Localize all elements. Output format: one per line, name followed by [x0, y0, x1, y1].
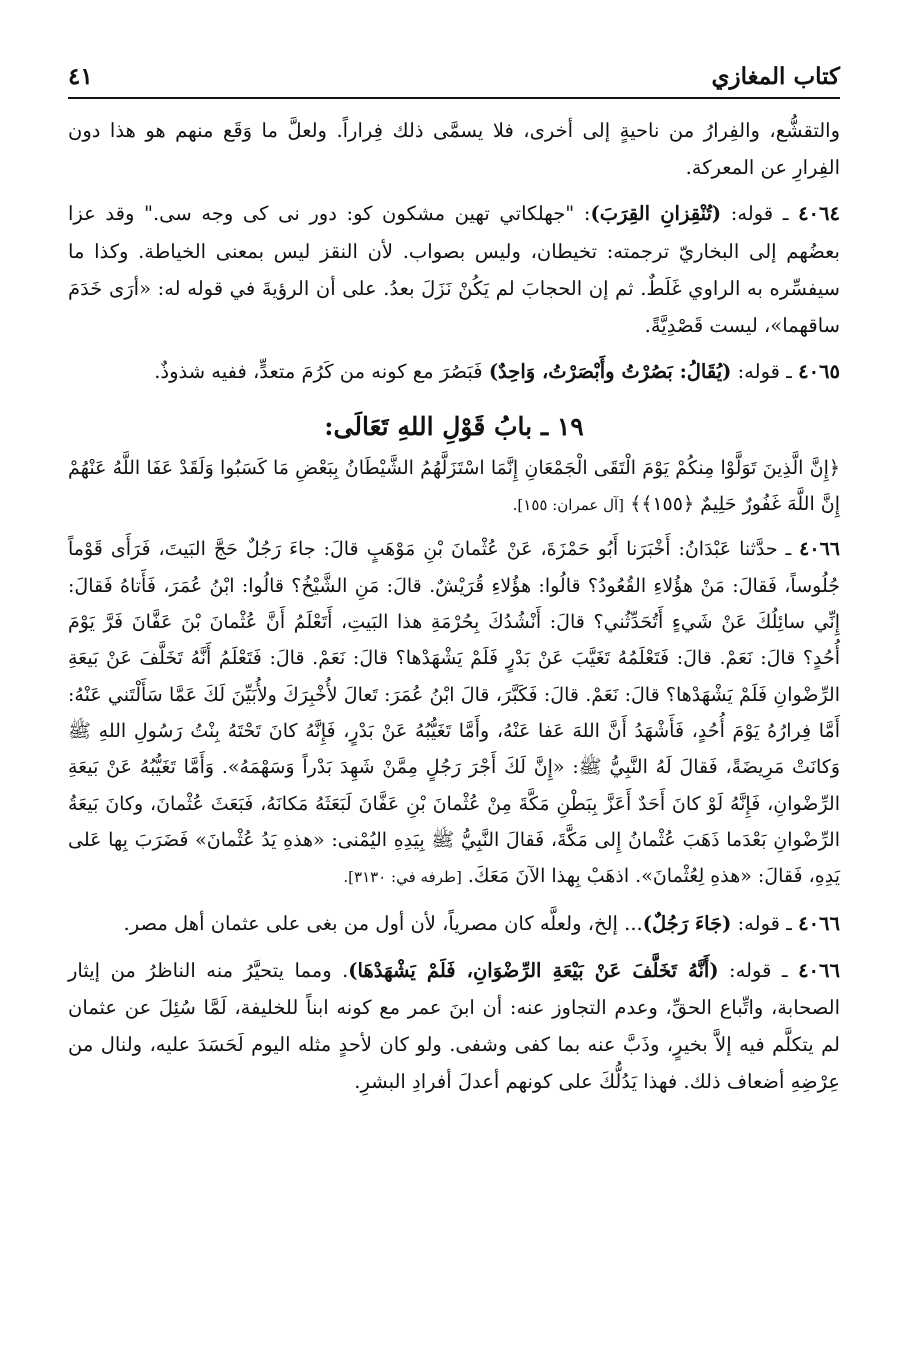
paragraph-text: . ومما يتحيَّرُ منه الناظرُ من إيثار الصحابة، واتِّباع الحقِّ، وعدم التجاوز عنه: أن ابنَ عمر مع كونه ابناً للخليفة، لَمَّا سُئِلَ عن عثمان لم يتكلَّم فيه إلاَّ بخيرٍ، وذَبَّ عنه بما كفى وشفى. ولو كان لأحدٍ مثله اليوم لَحَسَدَ عليه، ولنال من عِرْضِهِ أضعاف ذلك. فهذا يَدُلُّكَ على كونهم أعدلَ أفرادِ البشرِ. [68, 958, 840, 1094]
hadith-number: ٤٠٦٦ [799, 538, 840, 561]
commentary-paragraph [68, 905, 840, 942]
commentary-paragraph [68, 112, 840, 186]
hadith-number: ٤٠٦٦ [798, 912, 840, 936]
quoted-term: (تُنْقِزانِ القِرَبَ) [590, 202, 722, 226]
section-heading: ١٩ ـ بابُ قَوْلِ اللهِ تَعَالَى: [324, 412, 584, 442]
verse-text: ﴿إِنَّ الَّذِينَ تَوَلَّوْا مِنكُمْ يَوْمَ الْتَقَى الْجَمْعَانِ إِنَّمَا اسْتَزَلَّهُمُ الشَّيْطَانُ بِبَعْضِ مَا كَسَبُوا وَلَقَدْ عَفَا اللَّهُ عَنْهُمْ إِنَّ اللَّهَ غَفُورٌ حَلِيمٌ ﴿١٥٥﴾﴾ [68, 457, 840, 516]
hadith-body: ـ حدَّثنا عَبْدَانُ: أَخْبَرَنا أَبُو حَمْزَةَ، عَنْ عُثْمانَ بْنِ مَوْهَبٍ قالَ: جاءَ رَجُلٌ حَجَّ البَيتَ، فَرَأَى قَوْماً جُلُوساً، فَقالَ: مَنْ هؤُلاءِ القُعُودُ؟ قالُوا: هؤُلاءِ قُرَيْشٌ. قالَ: مَنِ الشَّيْخُ؟ قالُوا: ابْنُ عُمَرَ، فَأَتاهُ فَقالَ: إِنِّي سائِلُكَ عَنْ شَيءٍ أَتُحَدِّثُني؟ قالَ: أَنْشُدُكَ بِحُرْمَةِ هذا البَيتِ، أَتَعْلَمُ أَنَّ عُثْمانَ بْنَ عَفَّانَ فَرَّ يَوْمَ أُحُدٍ؟ قالَ: نَعَمْ. قالَ: فَتَعْلَمُهُ تَغَيَّبَ عَنْ بَدْرٍ فَلَمْ يَشْهَدْها؟ قالَ: نَعَمْ. قالَ: فَتَعْلَمُ أَنَّهُ تَخَلَّفَ عَنْ بَيعَةِ الرِّضْوانِ فَلَمْ يَشْهَدْها؟ قالَ: نَعَمْ. قالَ: فَكَبَّرَ، قالَ ابْنُ عُمَرَ: تَعالَ لأُخْبِرَكَ ولأُبَيِّنَ لَكَ عَمَّا سَأَلْتَني عَنْهُ: أَمَّا فِرارُهُ يَوْمَ أُحُدٍ، فَأَشْهَدُ أَنَّ اللهَ عَفا عَنْهُ، وأَمَّا تَغَيُّبُهُ عَنْ بَدْرٍ، فَإِنَّهُ كانَ تَحْتَهُ بِنْتُ رَسُولِ اللهِ ﷺ وَكانَتْ مَرِيضَةً، فَقالَ لَهُ النَّبِيُّ ﷺ: «إِنَّ لَكَ أَجْرَ رَجُلٍ مِمَّنْ شَهِدَ بَدْراً وَسَهْمَهُ». وَأَمَّا تَغَيُّبُهُ عَنْ بَيعَةِ الرِّضْوانِ، فَإِنَّهُ لَوْ كانَ أَحَدٌ أَعَزَّ بِبَطْنِ مَكَّةَ مِنْ عُثْمانَ بْنِ عَفَّانَ لَبَعَثَهُ مَكانَهُ، فَبَعَثَ عُثْمانَ، وكانَ بَيعَةُ الرِّضْوانِ بَعْدَما ذَهَبَ عُثْمانُ إِلى مَكَّةَ، فَقالَ النَّبِيُّ ﷺ بِيَدِهِ اليُمْنى: «هذهِ يَدُ عُثْمانَ» فَضَرَبَ بِها عَلى يَدِهِ، فَقالَ: «هذهِ لِعُثْمانَ». اذهَبْ بِهذا الآنَ مَعَكَ. [68, 538, 840, 888]
page-body [68, 112, 840, 1109]
quran-verse [68, 450, 840, 523]
hadith-text [68, 531, 840, 895]
quoted-term: (أَنَّهُ تَخَلَّفَ عَنْ بَيْعَةِ الرِّضْوَانِ، فَلَمْ يَشْهَدْهَا) [348, 958, 719, 982]
paragraph-lead: ـ قوله: [731, 912, 792, 936]
commentary-paragraph [68, 353, 840, 390]
book-title: كتاب المغازي [711, 62, 840, 90]
commentary-paragraph [68, 195, 840, 344]
paragraph-lead: ـ قوله: [721, 202, 789, 226]
hadith-number: ٤٠٦٥ [798, 360, 840, 384]
paragraph-text: ... إلخ، ولعلَّه كان مصرياً، لأن أول من بغى على عثمان أهل مصر. [123, 912, 643, 936]
hadith-number: ٤٠٦٦ [798, 958, 840, 982]
paragraph-lead: ـ قوله: [718, 958, 788, 982]
hadith-number: ٤٠٦٤ [798, 202, 840, 226]
running-header [68, 58, 840, 94]
commentary-paragraph [68, 952, 840, 1101]
verse-reference: [آل عمران: ١٥٥]. [512, 496, 625, 515]
quoted-term: (يُقَالُ: بَصُرْتُ وأَبْصَرْتُ، وَاحِدٌ) [488, 360, 732, 384]
paragraph-text: فَبَصُرَ مع كونه من كَرُمَ متعدٍّ، ففيه شذوذٌ. [154, 360, 489, 384]
paragraph-text: : "جهلكاتي تهين مشكون كو: دور نى كى وجه سى." وقد عزا بعضُهم إلى البخاريّ ترجمته: تخيطان، وليس بصواب. لأن النقز ليس بمعنى الخياطة. وكذا ما سيفسِّره به الراوي غَلَطٌ. ثم إن الحجابَ لم يَكُنْ نَزَلَ بعدُ. على أن الرؤيةَ في قوله له: «أرَى خَدَمَ ساقهما»، ليست قَصْدِيَّةً. [68, 202, 840, 338]
paragraph-lead: ـ قوله: [731, 360, 792, 384]
page-number: ٤١ [68, 62, 93, 90]
paragraph-text: والتقشُّع، والفِرارُ من ناحيةٍ إلى أخرى، فلا يسمَّى ذلك فِراراً. ولعلَّ ما وَقَع منهم هو هذا دون الفِرارِ عن المعركة. [68, 119, 840, 180]
quoted-term: (جَاءَ رَجُلٌ) [642, 912, 732, 936]
hadith-cross-reference: [طرفه في: ٣١٣٠]. [343, 868, 462, 887]
header-divider [68, 97, 840, 99]
